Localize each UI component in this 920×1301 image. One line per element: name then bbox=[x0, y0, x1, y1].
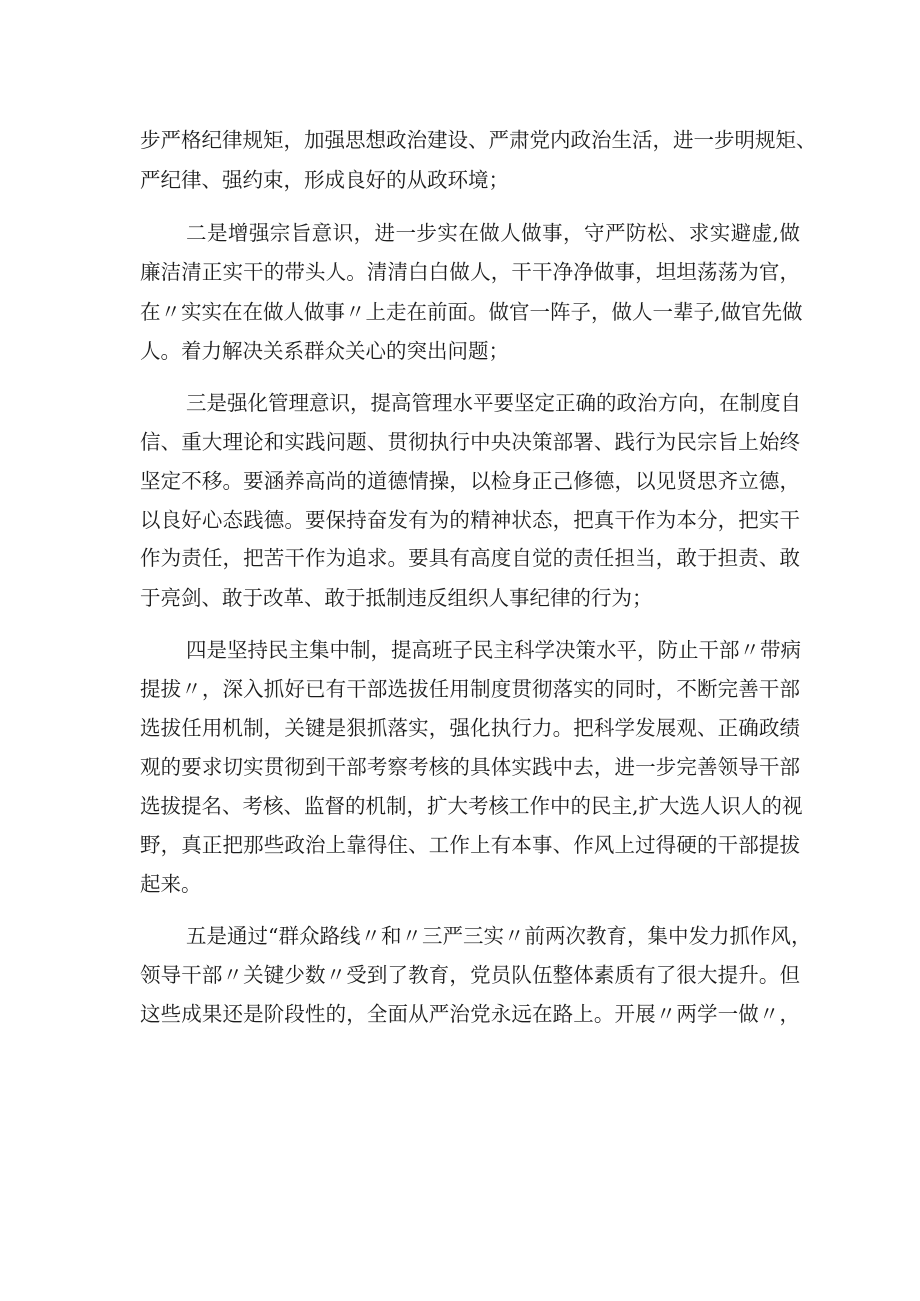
paragraph-line: 坚定不移。要涵养高尚的道德情操，以检身正己修德，以见贤思齐立德， bbox=[140, 469, 800, 493]
paragraph-line: 五是通过“群众路线〃和〃三严三实〃前两次教育，集中发力抓作风， bbox=[186, 924, 812, 948]
paragraph-line: 步严格纪律规矩，加强思想政治建设、严肃党内政治生活，进一步明规矩、 bbox=[140, 128, 817, 152]
paragraph-line: 观的要求切实贯彻到干部考察考核的具体实践中去，进一步完善领导干部 bbox=[140, 755, 800, 779]
paragraph-line: 三是强化管理意识，提高管理水平要坚定正确的政治方向，在制度自 bbox=[186, 391, 801, 415]
paragraph-line: 在〃实实在在做人做事〃上走在前面。做官一阵子，做人一辈子,做官先做 bbox=[140, 300, 803, 324]
paragraph-line: 廉洁清正实干的带头人。清清白白做人，干干净净做事，坦坦荡荡为官， bbox=[140, 260, 800, 284]
paragraph-line: 领导干部〃关键少数〃受到了教育，党员队伍整体素质有了很大提升。但 bbox=[140, 963, 800, 987]
paragraph-line: 以良好心态践德。要保持奋发有为的精神状态，把真干作为本分，把实干 bbox=[140, 508, 800, 532]
paragraph-line: 二是增强宗旨意识，进一步实在做人做事，守严防松、求实避虚,做 bbox=[186, 221, 800, 245]
paragraph-line: 选拔任用机制，关键是狠抓落实，强化执行力。把科学发展观、正确政绩 bbox=[140, 716, 800, 740]
paragraph-line: 作为责任，把苦干作为追求。要具有高度自觉的责任担当，敢于担责、敢 bbox=[140, 546, 800, 570]
paragraph-line: 严纪律、强约束，形成良好的从政环境； bbox=[140, 168, 509, 192]
paragraph-line: 这些成果还是阶段性的，全面从严治党永远在路上。开展〃两学一做〃， bbox=[140, 1002, 800, 1026]
paragraph-line: 提拔〃，深入抓好已有干部选拔任用制度贯彻落实的同时，不断完善干部 bbox=[140, 677, 800, 701]
paragraph-line: 人。着力解决关系群众关心的突出问题； bbox=[140, 339, 509, 363]
paragraph-line: 起来。 bbox=[140, 872, 202, 896]
paragraph-line: 于亮剑、敢于改革、敢于抵制违反组织人事纪律的行为； bbox=[140, 586, 653, 610]
paragraph-line: 四是坚持民主集中制，提高班子民主科学决策水平，防止干部〃带病 bbox=[186, 638, 801, 662]
paragraph-line: 信、重大理论和实践问题、贯彻执行中央决策部署、践行为民宗旨上始终 bbox=[140, 430, 800, 454]
paragraph-line: 选拔提名、考核、监督的机制，扩大考核工作中的民主,扩大选人识人的视 bbox=[140, 794, 803, 818]
paragraph-line: 野，真正把那些政治上靠得住、工作上有本事、作风上过得硬的干部提拔 bbox=[140, 833, 800, 857]
